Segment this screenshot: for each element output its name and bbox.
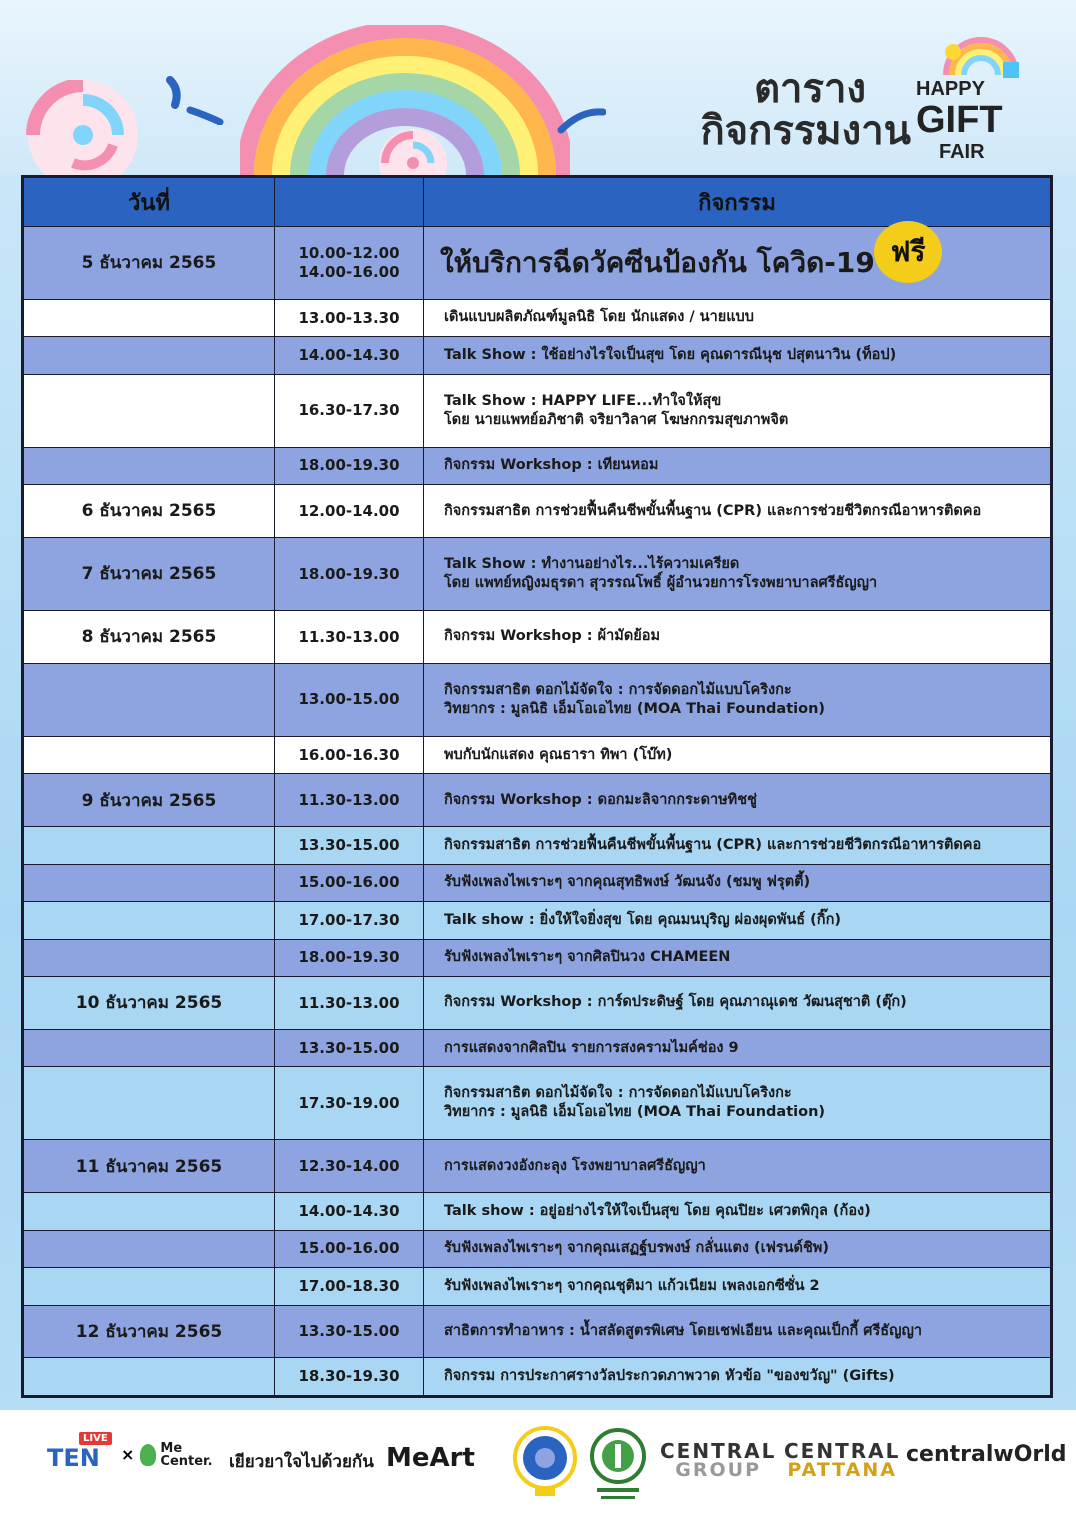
row-activity: Talk Show : ทำงานอย่างไร...ไร้ความเครียด โดย แพทย์หญิงมธุรดา สุวรรณโพธิ์ ผู้อำนวยการโรงพยาบาลศรีธัญญา: [424, 537, 1051, 610]
me-center-icon: [140, 1444, 156, 1466]
row-time: 12.30-14.00: [275, 1140, 424, 1193]
row-time: 16.00-16.30: [275, 736, 424, 773]
title-line-1: ตาราง: [754, 66, 866, 112]
row-time: 14.00-14.30: [275, 337, 424, 374]
activity-text: ให้บริการฉีดวัคซีนป้องกัน โควิด-19: [440, 245, 875, 279]
row-time: 13.30-15.00: [275, 1029, 424, 1066]
row-time: 11.30-13.00: [275, 610, 424, 663]
table-header-row: [24, 178, 1051, 227]
central-group-line2: GROUP: [675, 1459, 762, 1481]
row-time: 17.00-18.30: [275, 1268, 424, 1305]
lollipop-icon: [378, 125, 448, 175]
table-row: [24, 902, 1051, 939]
table-row: [24, 374, 1051, 447]
row-activity: กิจกรรมสาธิต ดอกไม้จัดใจ : การจัดดอกไม้แบบโคริงกะ วิทยากร : มูลนิธิ เอ็มโอเอไทย (MOA Thai Foundation): [424, 663, 1051, 736]
row-activity: กิจกรรม Workshop : เทียนหอม: [424, 447, 1051, 484]
row-date: [24, 939, 275, 976]
happy-gift-fair-logo: [911, 20, 1036, 165]
ministry-health-seal-icon: [589, 1428, 647, 1506]
row-time: 18.00-19.30: [275, 447, 424, 484]
table-row: [24, 939, 1051, 976]
title-line-2: กิจกรรมงาน: [700, 108, 911, 154]
row-activity: สาธิตการทำอาหาร : น้ำสลัดสูตรพิเศษ โดยเชฟเอียน และคุณเป็กกี้ ศรีธัญญา: [424, 1305, 1051, 1358]
row-date: [24, 1230, 275, 1267]
row-activity: พบกับนักแสดง คุณธารา ทิพา (โบ๊ท): [424, 736, 1051, 773]
central-group-logo: [660, 1441, 776, 1480]
dmh-seal-icon: [513, 1426, 577, 1498]
row-activity: กิจกรรมสาธิต การช่วยฟื้นคืนชีพขั้นพื้นฐาน (CPR) และการช่วยชีวิตกรณีอาหารติดคอ: [424, 827, 1051, 864]
row-date: [24, 864, 275, 901]
header-time: [275, 178, 424, 227]
me-center-logo: Me Center.: [160, 1440, 213, 1469]
table-row: [24, 976, 1051, 1029]
table-row: [24, 537, 1051, 610]
header-activity: กิจกรรม: [424, 178, 1051, 227]
row-activity: รับฟังเพลงไพเราะๆ จากศิลปินวง CHAMEEN: [424, 939, 1051, 976]
table-row: [24, 1067, 1051, 1140]
table-row: [24, 1358, 1051, 1396]
table-row: [24, 774, 1051, 827]
ten-wordmark: TEN: [47, 1444, 100, 1472]
row-date: 7 ธันวาคม 2565: [24, 537, 275, 610]
ribbon-icon: [165, 75, 225, 125]
row-date: [24, 827, 275, 864]
row-date: [24, 374, 275, 447]
row-activity: เดินแบบผลิตภัณฑ์มูลนิธิ โดย นักแสดง / นายแบบ: [424, 299, 1051, 336]
table-row: [24, 1230, 1051, 1267]
row-date: 5 ธันวาคม 2565: [24, 227, 275, 300]
page-title: [700, 68, 911, 152]
row-time: 13.30-15.00: [275, 827, 424, 864]
central-group-line1: CENTRAL: [660, 1439, 777, 1463]
row-activity: Talk show : ยิ่งให้ใจยิ่งสุข โดย คุณมนบุริญ ผ่องผุดพันธ์ (กิ๊ก): [424, 902, 1051, 939]
row-activity: Talk Show : HAPPY LIFE...ทำใจให้สุข โดย นายแพทย์อภิชาติ จริยาวิลาศ โฆษกกรมสุขภาพจิต: [424, 374, 1051, 447]
row-time: 14.00-14.30: [275, 1193, 424, 1230]
sponsor-x: ×: [121, 1445, 135, 1464]
row-time: 17.00-17.30: [275, 902, 424, 939]
free-badge: ฟรี: [874, 221, 942, 283]
logo-happy: HAPPY: [916, 78, 985, 100]
row-date: [24, 1358, 275, 1396]
row-time: 17.30-19.00: [275, 1067, 424, 1140]
row-time: 12.00-14.00: [275, 485, 424, 538]
row-activity: กิจกรรมสาธิต การช่วยฟื้นคืนชีพขั้นพื้นฐาน (CPR) และการช่วยชีวิตกรณีอาหารติดคอ: [424, 485, 1051, 538]
row-time: 18.00-19.30: [275, 537, 424, 610]
row-activity: Talk Show : ใช้อย่างไรใจเป็นสุข โดย คุณดารณีนุช ปสุตนาวิน (ท็อป): [424, 337, 1051, 374]
table-row: [24, 337, 1051, 374]
table-row: [24, 299, 1051, 336]
row-date: 11 ธันวาคม 2565: [24, 1140, 275, 1193]
row-date: [24, 337, 275, 374]
ten-live-badge: LIVE: [79, 1432, 112, 1445]
row-time: 15.00-16.00: [275, 864, 424, 901]
table-row: [24, 663, 1051, 736]
table-row: [24, 485, 1051, 538]
row-activity: รับฟังเพลงไพเราะๆ จากคุณสุทธิพงษ์ วัฒนจัง (ชมพู ฟรุตตี้): [424, 864, 1051, 901]
table-row: [24, 1193, 1051, 1230]
row-activity: รับฟังเพลงไพเราะๆ จากคุณชุติมา แก้วเนียม เพลงเอกซีซั่น 2: [424, 1268, 1051, 1305]
row-date: [24, 663, 275, 736]
table-row: [24, 736, 1051, 773]
row-time: 11.30-13.00: [275, 774, 424, 827]
meart-logo: MeArt: [386, 1443, 475, 1473]
row-time: 10.00-12.00 14.00-16.00: [275, 227, 424, 300]
row-date: 8 ธันวาคม 2565: [24, 610, 275, 663]
row-activity: กิจกรรมสาธิต ดอกไม้จัดใจ : การจัดดอกไม้แบบโคริงกะ วิทยากร : มูลนิธิ เอ็มโอเอไทย (MOA Thai Foundation): [424, 1067, 1051, 1140]
table-row: [24, 827, 1051, 864]
row-activity: กิจกรรม Workshop : ดอกมะลิจากกระดาษทิชชู่: [424, 774, 1051, 827]
table-row: [24, 1140, 1051, 1193]
row-time: 13.30-15.00: [275, 1305, 424, 1358]
lollipop-icon: [25, 80, 140, 175]
row-activity: กิจกรรม การประกาศรางวัลประกวดภาพวาด หัวข้อ "ของขวัญ" (Gifts): [424, 1358, 1051, 1396]
row-date: [24, 1067, 275, 1140]
centralworld-logo: centralwOrld: [906, 1442, 1067, 1467]
header-date: วันที่: [24, 178, 275, 227]
row-date: [24, 736, 275, 773]
table-row: [24, 1305, 1051, 1358]
row-date: [24, 1193, 275, 1230]
row-date: [24, 447, 275, 484]
row-time: 16.30-17.30: [275, 374, 424, 447]
row-time: 13.00-13.30: [275, 299, 424, 336]
central-pattana-line2: PATTANA: [787, 1459, 897, 1481]
row-date: [24, 902, 275, 939]
row-activity: การแสดงวงอังกะลุง โรงพยาบาลศรีธัญญา: [424, 1140, 1051, 1193]
central-pattana-line1: CENTRAL: [784, 1439, 901, 1463]
ten-logo: [45, 1432, 216, 1477]
row-date: [24, 299, 275, 336]
logo-fair: FAIR: [939, 141, 985, 163]
table-row: [24, 864, 1051, 901]
table-row: [24, 1268, 1051, 1305]
row-activity: การแสดงจากศิลปิน รายการสงครามไมค์ช่อง 9: [424, 1029, 1051, 1066]
row-time: 11.30-13.00: [275, 976, 424, 1029]
row-time: 15.00-16.00: [275, 1230, 424, 1267]
row-activity: [424, 227, 1051, 300]
table-row: [24, 610, 1051, 663]
logo-gift: GIFT: [916, 99, 1003, 141]
row-time: 18.30-19.30: [275, 1358, 424, 1396]
row-date: 12 ธันวาคม 2565: [24, 1305, 275, 1358]
row-date: 10 ธันวาคม 2565: [24, 976, 275, 1029]
schedule-table: [21, 175, 1053, 1398]
row-activity: กิจกรรม Workshop : การ์ดประดิษฐ์ โดย คุณภาณุเดช วัฒนสุชาติ (ตุ๊ก): [424, 976, 1051, 1029]
row-activity: Talk show : อยู่อย่างไรให้ใจเป็นสุข โดย คุณปิยะ เศวตพิกุล (ก้อง): [424, 1193, 1051, 1230]
row-date: 6 ธันวาคม 2565: [24, 485, 275, 538]
ribbon-icon: [556, 105, 606, 135]
row-time: 18.00-19.30: [275, 939, 424, 976]
table-row: [24, 447, 1051, 484]
row-time: 13.00-15.00: [275, 663, 424, 736]
table-row: [24, 227, 1051, 300]
central-pattana-logo: [784, 1441, 900, 1480]
table-row: [24, 1029, 1051, 1066]
row-activity: รับฟังเพลงไพเราะๆ จากคุณเสฏฐ์บรพงษ์ กลั่นแตง (เฟรนด์ชิพ): [424, 1230, 1051, 1267]
slogan-logo: เยียวยาใจไปด้วยกัน: [229, 1452, 374, 1472]
row-date: [24, 1268, 275, 1305]
row-date: 9 ธันวาคม 2565: [24, 774, 275, 827]
row-activity: กิจกรรม Workshop : ผ้ามัดย้อม: [424, 610, 1051, 663]
row-date: [24, 1029, 275, 1066]
